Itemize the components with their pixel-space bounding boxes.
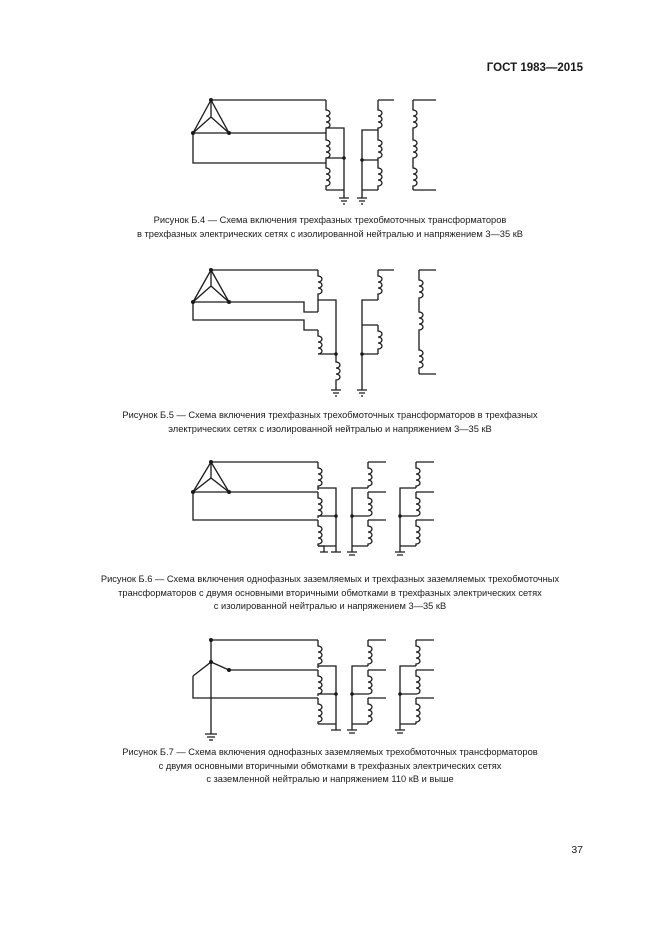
figure-b6-schematic [191, 460, 434, 555]
page-number: 37 [571, 844, 583, 856]
caption-line: с заземленной нейтралью и напряжением 110 кВ и выше [206, 774, 454, 784]
figure-b7-caption [40, 746, 620, 787]
document-standard-header: ГОСТ 1983—2015 [486, 62, 583, 74]
figure-b4-schematic [191, 98, 436, 204]
figure-b7-schematic [193, 638, 434, 740]
figure-b5-caption [40, 409, 620, 436]
caption-line: Рисунок Б.5 — Схема включения трехфазных трехобмоточных трансформаторов в трехфазных [122, 410, 538, 420]
figure-b4-caption [40, 214, 620, 241]
caption-line: Рисунок Б.4 — Схема включения трехфазных трехобмоточных трансформаторов [153, 215, 507, 225]
figure-b6-caption [40, 573, 620, 614]
figure-b5-schematic [191, 268, 436, 396]
caption-line: Рисунок Б.6 — Схема включения однофазных заземляемых и трехфазных заземляемых трехобмоточных [100, 574, 560, 584]
caption-line: трансформаторов с двумя основными вторичными обмотками в трехфазных электрических сетях [118, 587, 542, 598]
caption-line: в трехфазных электрических сетях с изолированной нейтралью и напряжением 3—35 кВ [137, 228, 523, 239]
caption-line: с изолированной нейтралью и напряжением 3—35 кВ [213, 601, 447, 611]
caption-line: с двумя основными вторичными обмотками в трехфазных электрических сетях [158, 760, 502, 771]
caption-line: Рисунок Б.7 — Схема включения однофазных заземляемых трехобмоточных трансформаторов [122, 747, 538, 757]
caption-line: электрических сетях с изолированной нейтралью и напряжением 3—35 кВ [168, 423, 492, 434]
